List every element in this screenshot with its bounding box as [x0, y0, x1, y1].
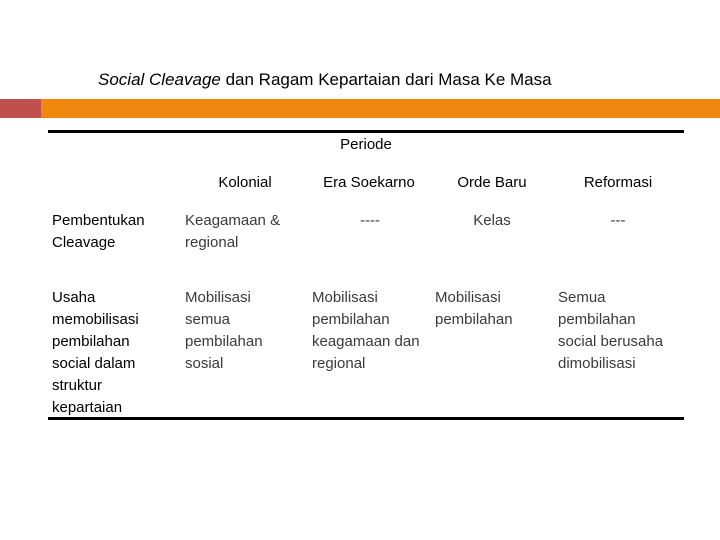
text-line: Cleavage: [52, 234, 116, 251]
column-header-era-soekarno: Era Soekarno: [323, 174, 415, 191]
text-line: semua: [185, 311, 231, 328]
column-header-orde-baru: Orde Baru: [457, 174, 527, 191]
table-bottom-rule: [48, 417, 684, 420]
row-label-usaha-memobilisasi: [52, 287, 177, 419]
text-line: Semua: [558, 289, 606, 306]
text-line: Usaha: [52, 289, 96, 306]
text-line: pembilahan: [435, 311, 513, 328]
accent-bar: [41, 99, 720, 118]
slide-title-rest: dan Ragam Kepartaian dari Masa Ke Masa: [220, 70, 552, 89]
text-line: Kelas: [473, 212, 511, 229]
column-header-reformasi: Reformasi: [583, 174, 653, 191]
text-line: social berusaha: [558, 333, 664, 350]
cell-reformasi-row1: [568, 210, 668, 232]
text-line: pembilahan: [558, 311, 636, 328]
cell-orde-baru-row1: [442, 210, 542, 232]
slide-title-italic: Social Cleavage: [98, 70, 221, 89]
text-line: regional: [185, 234, 239, 251]
text-line: Mobilisasi: [312, 289, 378, 306]
text-line: Mobilisasi: [185, 289, 251, 306]
text-line: pembilahan: [185, 333, 263, 350]
column-header-kolonial: Kolonial: [218, 174, 272, 191]
accent-square: [0, 99, 41, 118]
text-line: ---: [610, 212, 626, 229]
cell-orde-baru-row2: [435, 287, 545, 331]
text-line: struktur: [52, 377, 103, 394]
slide-title: [98, 68, 658, 92]
text-line: pembilahan: [312, 311, 390, 328]
text-line: sosial: [185, 355, 224, 372]
text-line: memobilisasi: [52, 311, 139, 328]
group-header-periode: Periode: [340, 136, 392, 153]
text-line: social dalam: [52, 355, 136, 372]
text-line: keagamaan dan: [312, 333, 420, 350]
text-line: dimobilisasi: [558, 355, 636, 372]
cell-kolonial-row1: [185, 210, 305, 254]
cell-era-soekarno-row1: [325, 210, 415, 232]
text-line: Pembentukan: [52, 212, 145, 229]
cell-era-soekarno-row2: [312, 287, 437, 375]
text-line: Keagamaan &: [185, 212, 281, 229]
text-line: ----: [360, 212, 380, 229]
text-line: pembilahan: [52, 333, 130, 350]
cell-kolonial-row2: [185, 287, 305, 375]
table-top-rule: [48, 130, 684, 133]
text-line: regional: [312, 355, 366, 372]
row-label-pembentukan-cleavage: [52, 210, 177, 254]
text-line: kepartaian: [52, 399, 123, 416]
cell-reformasi-row2: [558, 287, 688, 375]
text-line: Mobilisasi: [435, 289, 501, 306]
